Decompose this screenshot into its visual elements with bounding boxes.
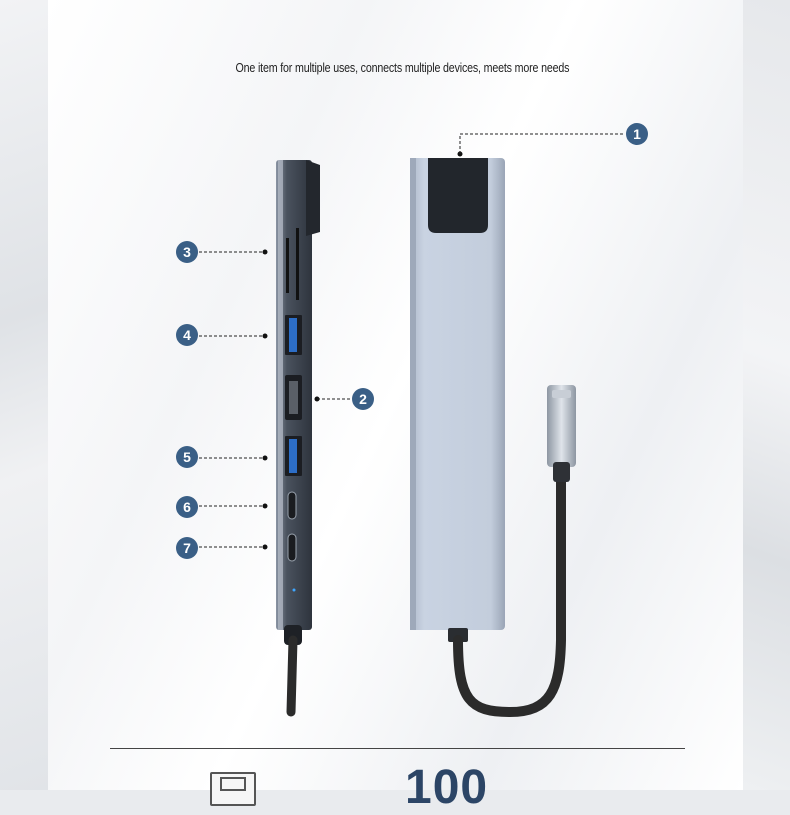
- ethernet-port: [428, 158, 488, 233]
- usb-c-port-upper: [288, 492, 296, 519]
- hub-front-view: [410, 158, 576, 712]
- callout-4: [176, 324, 268, 346]
- callout-3: [176, 241, 268, 263]
- side-cable: [291, 640, 293, 712]
- callout-7: [176, 537, 268, 559]
- usb-c-port-lower: [288, 534, 296, 561]
- status-led: [293, 589, 296, 592]
- callout-5-label: 5: [183, 449, 191, 465]
- callout-5: [176, 446, 268, 468]
- card-reader-slot-sd: [286, 238, 289, 293]
- hub-side-view: [276, 160, 320, 712]
- speed-number: 100: [405, 761, 489, 814]
- callout-3-label: 3: [183, 244, 191, 260]
- callout-1-label: 1: [633, 126, 641, 142]
- callout-2-label: 2: [359, 391, 367, 407]
- callout-2: [315, 388, 375, 410]
- callout-6-label: 6: [183, 499, 191, 515]
- ethernet-port-icon: [210, 772, 256, 806]
- card-reader-slot-tf: [296, 228, 299, 300]
- ethernet-side-edge: [306, 160, 320, 236]
- callout-1: [458, 123, 649, 157]
- callout-6: [176, 496, 268, 518]
- callout-7-label: 7: [183, 540, 191, 556]
- headline-text: One item for multiple uses, connects multiple devices, meets more needs: [235, 60, 570, 75]
- callout-4-label: 4: [183, 327, 191, 343]
- section-divider: [110, 748, 685, 749]
